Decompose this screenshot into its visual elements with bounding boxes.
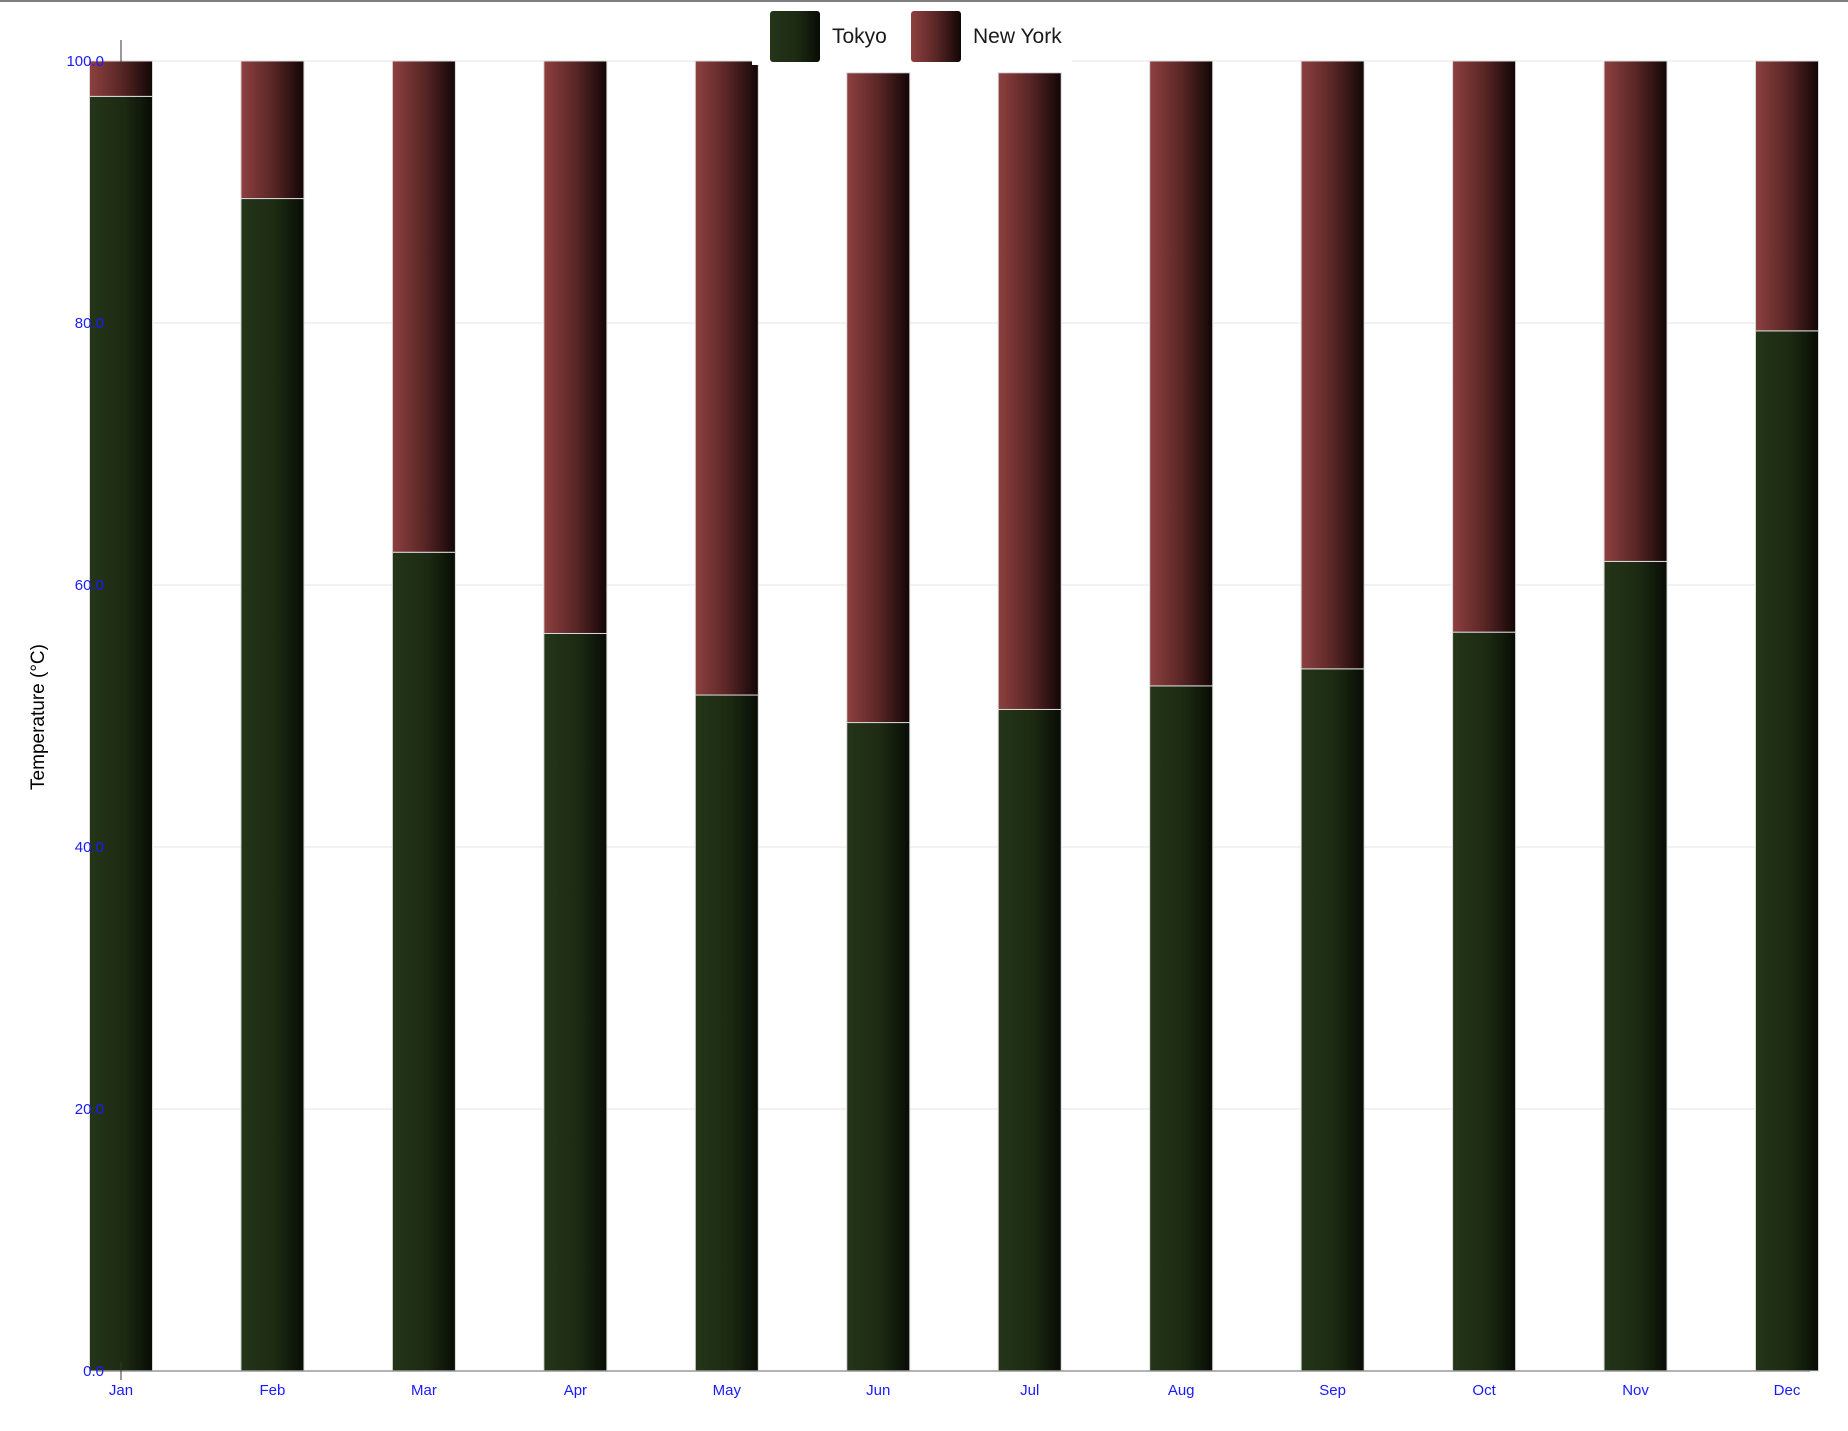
x-tick-label-jan: Jan: [108, 1382, 134, 1399]
x-tick-label-may: May: [712, 1382, 741, 1399]
legend-label-new-york: New York: [973, 25, 1062, 48]
y-axis-title: Temperature (°C): [28, 644, 49, 790]
x-tick-label-nov: Nov: [1622, 1382, 1649, 1399]
legend-swatch-new-york: [911, 11, 961, 62]
bar-tokyo-jul: [998, 709, 1061, 1371]
bar-new-york-mar: [392, 61, 455, 552]
bar-tokyo-nov: [1604, 561, 1667, 1371]
bar-new-york-dec: [1756, 61, 1819, 331]
y-tick-label-2: 40.0: [74, 839, 104, 856]
legend: [752, 8, 1072, 65]
bar-tokyo-apr: [544, 633, 607, 1371]
bar-new-york-sep: [1301, 61, 1364, 669]
bar-new-york-jun: [847, 73, 910, 723]
x-tick-label-aug: Aug: [1167, 1382, 1195, 1399]
x-tick-label-apr: Apr: [563, 1382, 588, 1399]
legend-label-tokyo: Tokyo: [832, 25, 887, 48]
y-tick-label-1: 20.0: [74, 1101, 104, 1118]
y-tick-label-0: 0.0: [83, 1363, 104, 1380]
bars: [90, 61, 1819, 1371]
x-tick-label-jul: Jul: [1020, 1382, 1040, 1399]
bar-tokyo-jun: [847, 723, 910, 1371]
bar-new-york-feb: [241, 61, 304, 199]
grid-lines: [96, 61, 1810, 1109]
x-tick-label-sep: Sep: [1319, 1382, 1346, 1399]
tick-labels: [66, 53, 1800, 1399]
bar-tokyo-sep: [1301, 669, 1364, 1371]
bar-new-york-apr: [544, 61, 607, 633]
y-tick-label-5: 100.0: [66, 53, 104, 70]
bar-tokyo-aug: [1150, 686, 1213, 1371]
bar-new-york-oct: [1453, 61, 1516, 632]
bar-new-york-aug: [1150, 61, 1213, 686]
bar-new-york-jul: [998, 73, 1061, 710]
x-tick-label-feb: Feb: [259, 1382, 286, 1399]
x-tick-label-mar: Mar: [410, 1382, 437, 1399]
axes: [96, 40, 1810, 1380]
y-tick-label-3: 60.0: [74, 577, 104, 594]
x-tick-label-oct: Oct: [1472, 1382, 1496, 1399]
bar-tokyo-may: [695, 695, 758, 1371]
x-tick-label-jun: Jun: [866, 1382, 891, 1399]
bar-new-york-nov: [1604, 61, 1667, 561]
legend-swatch-tokyo: [770, 11, 820, 62]
y-tick-label-4: 80.0: [74, 315, 104, 332]
bar-tokyo-jan: [90, 96, 153, 1371]
bar-tokyo-mar: [392, 552, 455, 1371]
bar-tokyo-oct: [1453, 632, 1516, 1371]
bar-tokyo-dec: [1756, 331, 1819, 1371]
x-tick-label-dec: Dec: [1773, 1382, 1801, 1399]
bar-new-york-may: [695, 61, 758, 695]
bar-tokyo-feb: [241, 199, 304, 1371]
